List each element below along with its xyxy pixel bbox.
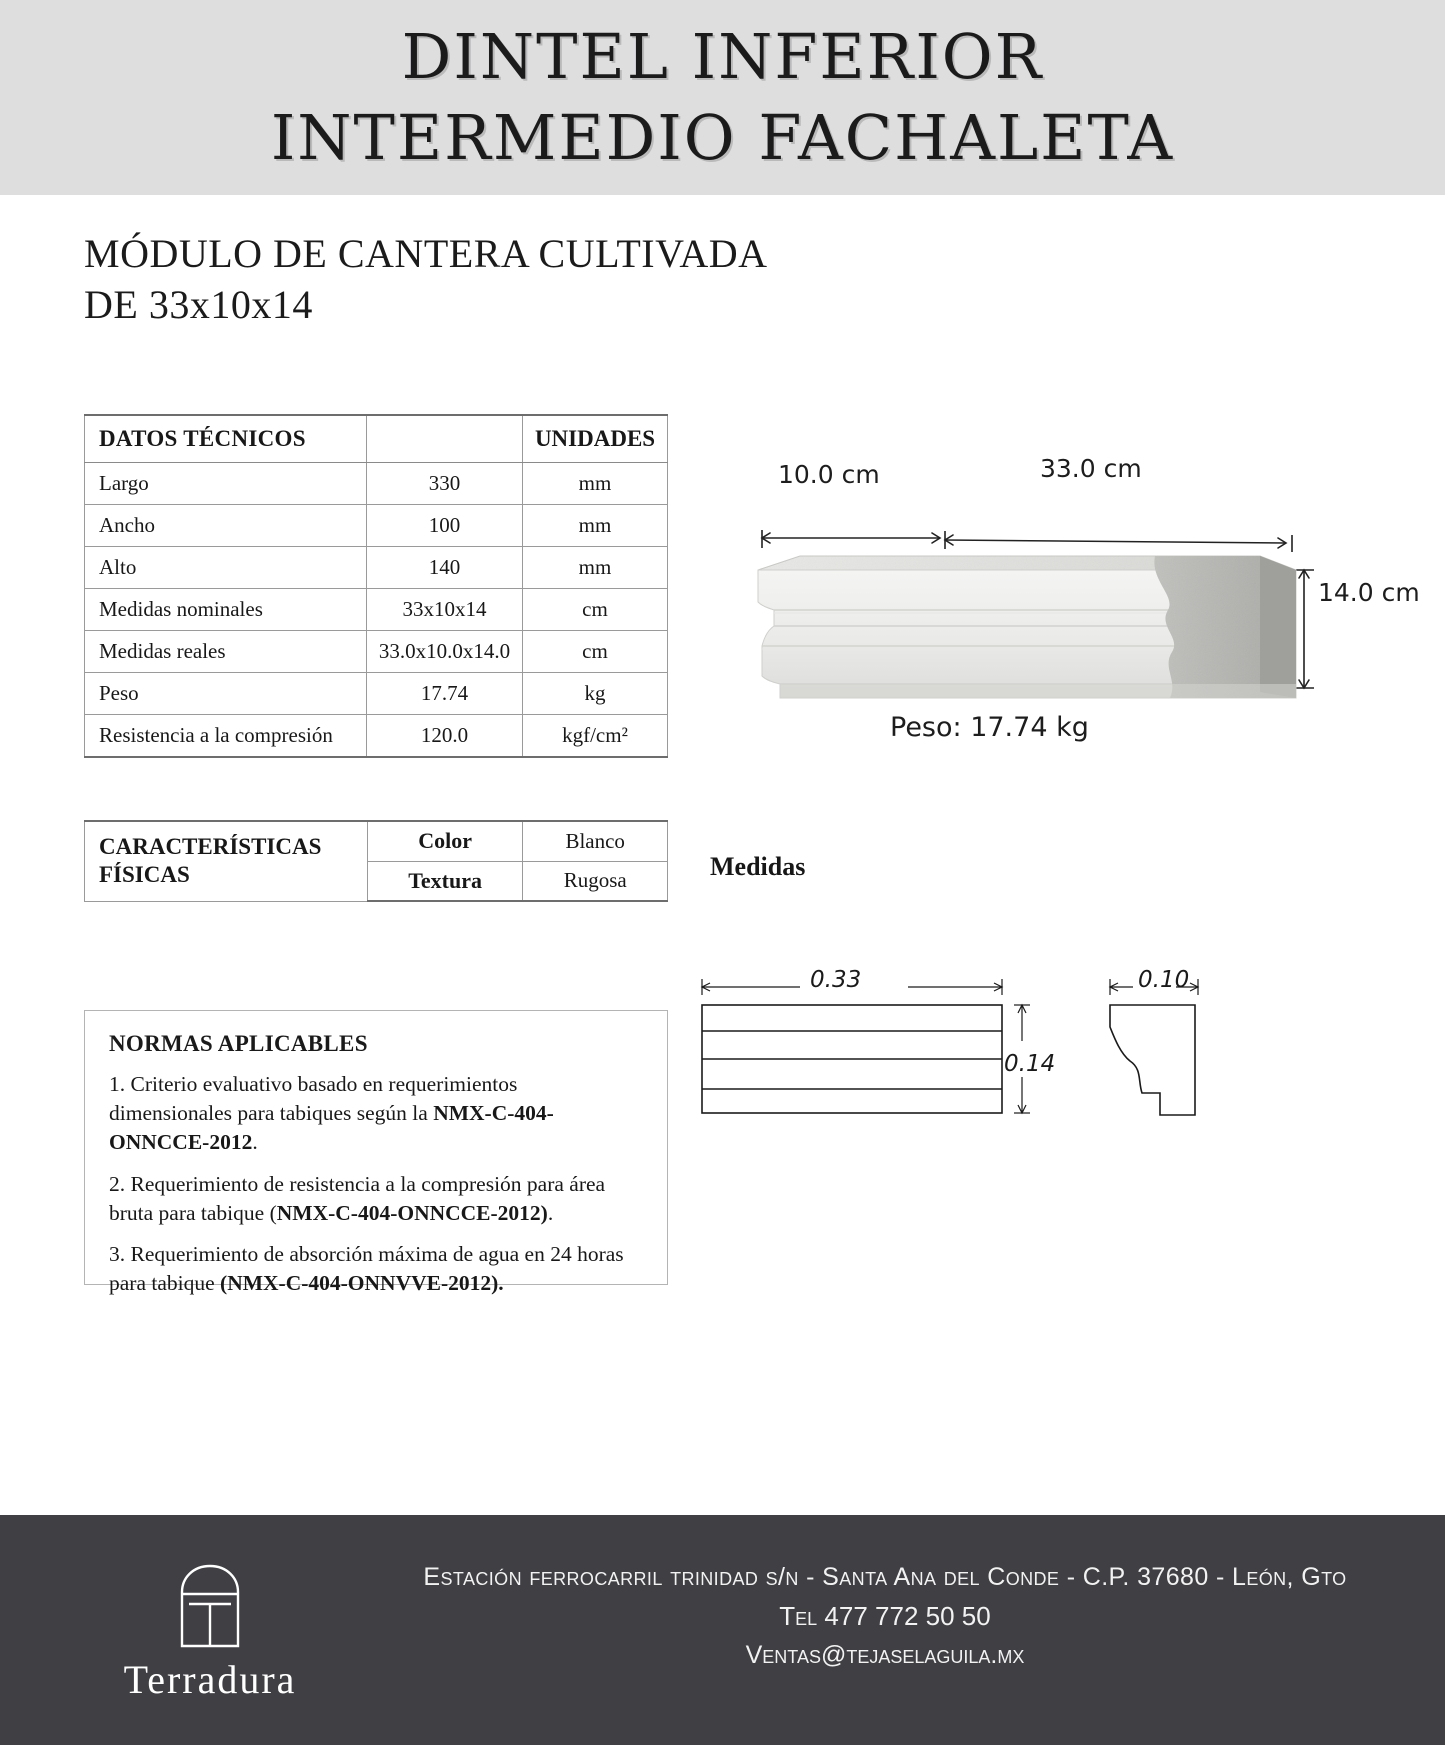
norma3-text: 3. Requerimiento de absorción máxima de agua en 24 horas para tabique bbox=[109, 1242, 624, 1296]
address-line-2: Tel 477 772 50 50 bbox=[779, 1601, 991, 1631]
physical-characteristics-table bbox=[84, 820, 668, 902]
brand-logo bbox=[60, 1551, 360, 1711]
header-value-blank bbox=[367, 415, 523, 462]
technical-drawings bbox=[690, 965, 1310, 1165]
norma-item-2 bbox=[109, 1170, 645, 1228]
norma1-text: 1. Criterio evaluativo basado en requerimientos dimensionales para tabiques según la bbox=[109, 1072, 518, 1126]
applicable-standards-box bbox=[84, 1010, 668, 1296]
table-row bbox=[85, 546, 668, 588]
dimension-label-height: 14.0 cm bbox=[1318, 578, 1420, 607]
page-title-line2: INTERMEDIO FACHALETA bbox=[270, 100, 1175, 174]
row-value: 17.74 bbox=[367, 672, 523, 714]
header-datos-tecnicos: DATOS TÉCNICOS bbox=[85, 415, 367, 462]
row-unit: mm bbox=[523, 462, 668, 504]
norma1-code: NMX-C-404-ONNCCE-2012 bbox=[109, 1101, 554, 1155]
row-label: Resistencia a la compresión bbox=[85, 714, 367, 757]
product-subtitle bbox=[84, 228, 768, 330]
table-row bbox=[85, 588, 668, 630]
normas-heading: NORMAS APLICABLES bbox=[109, 1031, 368, 1056]
drawing-dim-front-height: 0.14 bbox=[1004, 1051, 1056, 1077]
front-view-drawing bbox=[702, 979, 1030, 1113]
table-row bbox=[85, 504, 668, 546]
norma3-code: (NMX-C-404-ONNVVE-2012). bbox=[220, 1271, 504, 1296]
row-label: Ancho bbox=[85, 504, 367, 546]
table-row bbox=[85, 821, 668, 861]
technical-data-table bbox=[84, 414, 668, 758]
header-unidades: UNIDADES bbox=[523, 415, 668, 462]
table-row bbox=[85, 462, 668, 504]
subtitle-line1: MÓDULO DE CANTERA CULTIVADA bbox=[84, 231, 768, 276]
dimension-arrow-height bbox=[1296, 570, 1314, 688]
row-label: Peso bbox=[85, 672, 367, 714]
table-row bbox=[85, 630, 668, 672]
char-key-textura: Textura bbox=[367, 861, 523, 901]
row-value: 120.0 bbox=[367, 714, 523, 757]
char-value-color: Blanco bbox=[523, 821, 668, 861]
row-value: 33x10x14 bbox=[367, 588, 523, 630]
drawing-dim-side-width: 0.10 bbox=[1138, 967, 1190, 993]
row-unit: kg bbox=[523, 672, 668, 714]
row-unit: cm bbox=[523, 630, 668, 672]
row-value: 140 bbox=[367, 546, 523, 588]
footer-address bbox=[380, 1563, 1390, 1679]
row-label: Alto bbox=[85, 546, 367, 588]
char-table-title bbox=[85, 821, 368, 901]
row-value: 100 bbox=[367, 504, 523, 546]
address-line-3: Ventas@tejaselaguila.mx bbox=[745, 1641, 1025, 1669]
product-photo-area bbox=[700, 430, 1320, 760]
page-footer bbox=[0, 1515, 1445, 1745]
table-row bbox=[85, 714, 668, 757]
row-value: 330 bbox=[367, 462, 523, 504]
table-row bbox=[85, 672, 668, 714]
subtitle-line2: DE 33x10x14 bbox=[84, 282, 313, 328]
row-unit: mm bbox=[523, 546, 668, 588]
row-unit: cm bbox=[523, 588, 668, 630]
norma-item-1 bbox=[109, 1070, 645, 1158]
norma2-code: NMX-C-404-ONNCCE-2012) bbox=[276, 1200, 548, 1225]
table-header-row bbox=[85, 415, 668, 462]
row-unit: mm bbox=[523, 504, 668, 546]
row-label: Largo bbox=[85, 462, 367, 504]
row-label: Medidas nominales bbox=[85, 588, 367, 630]
dimension-label-width: 10.0 cm bbox=[778, 460, 880, 489]
address-line-1: Estación ferrocarril trinidad s/n - Santa Ana del Conde - C.P. 37680 - León, Gto bbox=[423, 1563, 1347, 1591]
row-value: 33.0x10.0x14.0 bbox=[367, 630, 523, 672]
norma1-period: . bbox=[252, 1130, 258, 1155]
title-banner bbox=[0, 0, 1445, 195]
drawings-svg bbox=[690, 965, 1310, 1165]
norma-item-3 bbox=[109, 1240, 645, 1298]
char-title-line2: FÍSICAS bbox=[99, 862, 190, 888]
side-view-drawing bbox=[1110, 979, 1198, 1115]
dimension-label-length: 33.0 cm bbox=[1040, 454, 1142, 483]
char-value-textura: Rugosa bbox=[523, 861, 668, 901]
weight-caption: Peso: 17.74 kg bbox=[890, 712, 1089, 743]
row-unit: kgf/cm² bbox=[523, 714, 668, 757]
row-label: Medidas reales bbox=[85, 630, 367, 672]
char-key-color: Color bbox=[367, 821, 523, 861]
dimension-arrow-width bbox=[762, 530, 940, 548]
dimension-arrow-length bbox=[945, 531, 1292, 552]
drawing-dim-front-width: 0.33 bbox=[810, 967, 862, 993]
norma2-period: . bbox=[547, 1200, 554, 1225]
char-title-line1: CARACTERÍSTICAS bbox=[99, 833, 322, 859]
page-title-line1: DINTEL INFERIOR bbox=[401, 19, 1044, 93]
measurements-section-label: Medidas bbox=[710, 852, 806, 881]
terradura-monument-icon bbox=[167, 1560, 253, 1652]
norma2-text: 2. Requerimiento de resistencia a la compresión para área bruta para tabique ( bbox=[109, 1171, 606, 1225]
brand-name: Terradura bbox=[123, 1656, 297, 1702]
